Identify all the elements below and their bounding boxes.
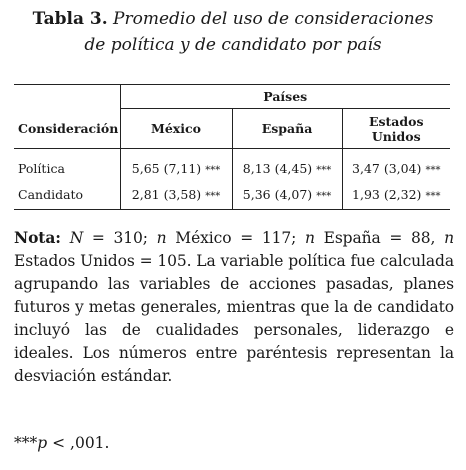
cell-candidato-mexico: 2,81 (3,58) *** [120, 181, 232, 209]
caption-line-1 [0, 6, 466, 32]
row-label-politica: Política [18, 160, 65, 176]
cell-politica-espana: 8,13 (4,45) *** [232, 155, 342, 181]
caption-label: Tabla 3. [32, 9, 108, 29]
col-header-espana: España [232, 109, 342, 149]
caption-title-line-2: de política y de candidato por país [84, 35, 382, 55]
col-header-estados-unidos [342, 109, 450, 149]
header-empty-cell [14, 85, 120, 109]
cell-candidato-espana: 5,36 (4,07) *** [232, 181, 342, 209]
table-note: Nota: N = 310; n México = 117; n España = 88, n Estados Unidos = 105. La variable política fue calculada agrupando las variables de acciones pasadas, planes futuros y metas generales, mientras que la de candidato incluyó las de cualidades personales, liderazgo e ideales. Los números entre paréntesis representan la desviación estándar. [14, 228, 454, 385]
note-lead: Nota: [14, 228, 61, 247]
group-header-paises: Países [120, 85, 450, 109]
table-row [14, 155, 450, 181]
row-label-candidato: Candidato [18, 187, 84, 203]
col-header-mexico: México [120, 109, 232, 149]
cell-politica-estados-unidos: 3,47 (3,04) *** [342, 155, 450, 181]
data-table [14, 84, 450, 210]
caption-title-line-1: Promedio del uso de consideraciones [113, 9, 434, 29]
table-caption [0, 6, 466, 58]
significance-note: ***p < ,001. [14, 434, 110, 452]
row-header-consideracion: Consideración [18, 120, 119, 136]
table-row [14, 181, 450, 209]
col-header-estados-unidos-line-2: Unidos [371, 128, 421, 144]
col-header-estados-unidos-line-1: Estados [368, 113, 424, 129]
cell-candidato-estados-unidos: 1,93 (2,32) *** [342, 181, 450, 209]
cell-politica-mexico: 5,65 (7,11) *** [120, 155, 232, 181]
